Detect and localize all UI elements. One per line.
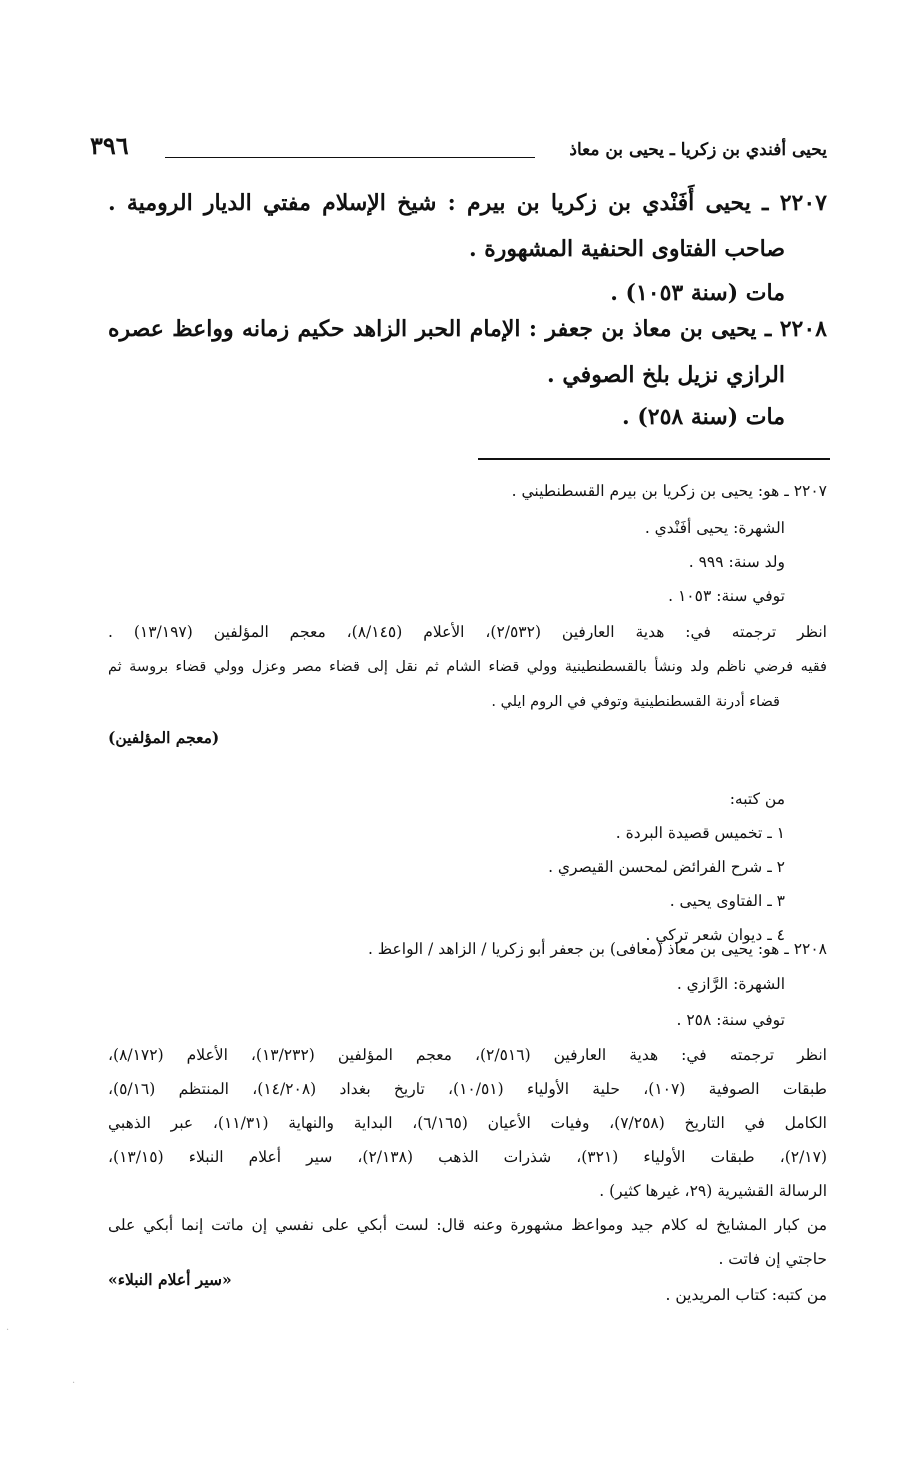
- footnote-separator: [478, 458, 830, 460]
- entry-2208-line-3: مات (سنة ٢٥٨) .: [622, 404, 785, 430]
- footnote-2207-died: توفي سنة: ١٠٥٣ .: [668, 587, 785, 605]
- entry-2208-line-2: الرازي نزيل بلخ الصوفي .: [547, 362, 785, 388]
- footnote-2208-sources-3: الكامل في التاريخ (٧/٢٥٨)، وفيات الأعيان (٦/١٦٥)، البداية والنهاية (١١/٣١)، عبر الذهبي: [108, 1114, 827, 1132]
- footnote-2208-fame: الشهرة: الرَّازي .: [676, 975, 785, 993]
- page-number: ٣٩٦: [90, 131, 129, 160]
- footnote-2207-heading: ٢٢٠٧ ـ هو: يحيى بن زكريا بن بيرم القسطنطيني .: [511, 482, 827, 500]
- entry-2208-line-1: ٢٢٠٨ ـ يحيى بن معاذ بن جعفر : الإمام الحبر الزاهد حكيم زمانه وواعظ عصره: [108, 316, 827, 342]
- footnote-2207-bio-2: قضاء أدرنة القسطنطينية وتوفي في الروم ايلي .: [491, 694, 780, 710]
- footnote-2208-heading: ٢٢٠٨ ـ هو: يحيى بن معاذ (معافى) بن جعفر أبو زكريا / الزاهد / الواعظ .: [367, 940, 827, 958]
- entry-2207-line-2: صاحب الفتاوى الحنفية المشهورة .: [468, 236, 785, 262]
- footnote-2208-bio-1: من كبار المشايخ له كلام جيد ومواعظ مشهورة وعنه قال: لست أبكي على نفسي إن ماتت إنما أبكي على: [108, 1216, 827, 1234]
- footnote-2207-works-heading: من كتبه:: [729, 790, 785, 808]
- entry-2207-line-3: مات (سنة ١٠٥٣) .: [610, 280, 785, 306]
- footnote-2207-bio-1: فقيه فرضي ناظم ولد ونشأ بالقسطنطينية وولي قضاء الشام ثم نقل إلى قضاء مصر وعزل وولي قضاء بروسة ثم: [108, 659, 827, 675]
- footnote-2207-born: ولد سنة: ٩٩٩ .: [688, 553, 785, 571]
- footnote-2208-sources-1: انظر ترجمته في: هدية العارفين (٢/٥١٦)، معجم المؤلفين (١٣/٢٣٢)، الأعلام (٨/١٧٢)،: [108, 1046, 827, 1064]
- entry-2207-line-1: ٢٢٠٧ ـ يحيى أَفَنْدي بن زكريا بن بيرم : شيخ الإسلام مفتي الديار الرومية .: [108, 190, 827, 216]
- footnote-2208-sources-5: الرسالة القشيرية (٢٩، غيرها كثير) .: [599, 1182, 827, 1200]
- footnote-2208-sources-2: طبقات الصوفية (١٠٧)، حلية الأولياء (١٠/٥١)، تاريخ بغداد (١٤/٢٠٨)، المنتظم (٥/١٦)،: [108, 1080, 827, 1098]
- header-rule: [165, 157, 535, 158]
- footnote-2207-work-4: ٤ ـ ديوان شعر تركي .: [645, 926, 785, 944]
- footnote-2207-sources: انظر ترجمته في: هدية العارفين (٢/٥٣٢)، الأعلام (٨/١٤٥)، معجم المؤلفين (١٣/١٩٧) .: [108, 623, 827, 641]
- footnote-2208-bio-2: حاجتي إن فاتت .: [718, 1250, 827, 1268]
- footnote-2208-died: توفي سنة: ٢٥٨ .: [676, 1011, 785, 1029]
- footnote-2208-sources-4: (٢/١٧)، طبقات الأولياء (٣٢١)، شذرات الذهب (٢/١٣٨)، سير أعلام النبلاء (١٣/١٥)،: [108, 1148, 828, 1166]
- footnote-2207-work-2: ٢ ـ شرح الفرائض لمحسن القيصري .: [548, 858, 785, 876]
- footnote-2207-citation: (معجم المؤلفين): [108, 728, 220, 747]
- running-title: يحيى أفندي بن زكريا ـ يحيى بن معاذ: [569, 140, 827, 160]
- footnote-2207-work-1: ١ ـ تخميس قصيدة البردة .: [615, 824, 785, 842]
- scan-speck: ·: [72, 1378, 76, 1389]
- footnote-2207-fame: الشهرة: يحيى أفَنْدي .: [644, 519, 785, 537]
- footnote-2207-work-3: ٣ ـ الفتاوى يحيى .: [669, 892, 785, 910]
- footnote-2208-works: من كتبه: كتاب المريدين .: [665, 1286, 827, 1304]
- scan-speck: ·: [6, 1325, 10, 1336]
- footnote-2208-citation: «سير أعلام النبلاء»: [108, 1270, 232, 1289]
